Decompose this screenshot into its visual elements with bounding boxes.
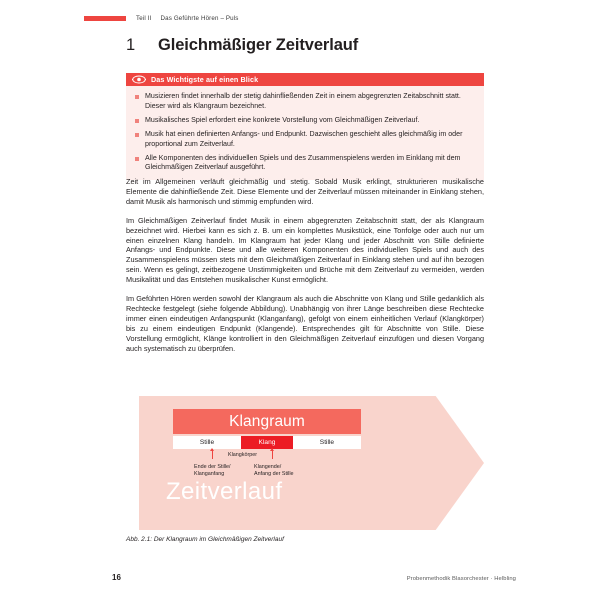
callout-right-line2: Anfang der Stille [254, 471, 294, 477]
chapter-number: 1 [126, 36, 136, 54]
klangraum-bar [173, 409, 361, 434]
list-item [135, 116, 474, 126]
callout-left-line1: Ende der Stille/ [194, 464, 231, 470]
key-points-box [126, 73, 484, 180]
eye-icon [132, 75, 146, 84]
running-head-text [136, 15, 239, 22]
paragraph: Im Gleichmäßigen Zeitverlauf findet Musik in einem abgegrenzten Zeitabschnitt statt, der als Klangraum bezeichnet wird. Hierbei kann es sich z. B. um ein komplettes Musikstück, eine Tonfolge oder auch nur um einen einzelnen Klang handeln. Im Klangraum hat jeder Klang und jeder Abschnitt von Stille definierte Anfangs- und Endpunkte. Diese und alle weiteren Komponenten des individuellen Spiels und auch des Zusammenspielens müssen stets mit dem Gleichmäßigen Zeitverlauf in Einklang stehen und auf ihn bezogen sein. Wenn es gelingt, zeitbezogene Unstimmigkeiten und Brüche mit dem Zeitverlauf zu vermeiden, werden Musikalität und das Entstehen musikalischer Kunst ermöglicht. [126, 215, 484, 285]
key-point-text: Alle Komponenten des individuellen Spiels und des Zusammenspielens werden im Einklang mit dem Gleichmäßigen Zeitverlauf ausgeführt. [145, 153, 461, 172]
key-point-text: Musikalisches Spiel erfordert eine konkrete Vorstellung vom Gleichmäßigen Zeitverlauf. [145, 115, 420, 124]
segment-silence-left: Stille [173, 436, 241, 449]
key-points-header [126, 73, 484, 86]
body-text [126, 177, 484, 354]
segment-silence-right: Stille [293, 436, 361, 449]
page-footer [112, 573, 516, 582]
chapter-title: Gleichmäßiger Zeitverlauf [158, 36, 359, 54]
paragraph: Im Geführten Hören werden sowohl der Klangraum als auch die Abschnitte von Klang und Stille gedanklich als Rechtecke festgelegt (siehe folgende Abbildung). Unabhängig von ihrer Länge beschreiben diese Rechtecke immer einen eindeutigen Anfangspunkt (Klanganfang), gefolgt von einem einheitlichen Verlauf (Klangkörper) bis zu einem eindeutigen Endpunkt (Klangende). Entsprechendes gilt für Abschnitte von Stille. Diese Vorstellung ermöglicht, Klänge kontrolliert in den Gleichmäßigen Zeitverlauf einzufügen und diesen Vorgang auch systematisch zu überprüfen. [126, 294, 484, 353]
bullet-square-icon [135, 133, 139, 137]
page-number: 16 [112, 573, 121, 582]
bullet-square-icon [135, 95, 139, 99]
list-item [135, 154, 474, 173]
figure-klangraum [126, 390, 484, 543]
paragraph: Zeit im Allgemeinen verläuft gleichmäßig und stetig. Sobald Musik erklingt, strukturieren musikalische Elemente die dahinfließende Zeit. Diese Elemente und der Zeitverlauf müssen miteinander in Einklang stehen, damit Musik als harmonisch und stimmig empfunden wird. [126, 177, 484, 206]
klangraum-label: Klangraum [229, 412, 305, 430]
callout-right [254, 464, 294, 478]
segment-row [173, 436, 361, 449]
callout-right-line1: Klangende/ [254, 464, 282, 470]
bullet-square-icon [135, 119, 139, 123]
callout-left [194, 464, 231, 478]
running-head-rule [84, 16, 126, 21]
arrow-head-right-icon [270, 448, 274, 451]
imprint-text: Probenmethodik Blasorchester · Helbling [406, 576, 516, 582]
figure-caption: Abb. 2.1: Der Klangraum im Gleichmäßigen Zeitverlauf [126, 536, 284, 543]
list-item [135, 92, 474, 111]
bullet-square-icon [135, 157, 139, 161]
klangkoerper-label: Klangkörper [228, 452, 258, 458]
figure-canvas [126, 390, 484, 532]
running-head-part: Teil II [136, 14, 152, 22]
key-point-text: Musizieren findet innerhalb der stetig dahinfließenden Zeit in einem abgegrenzten Zeitabschnitt statt. Dieser wird als Klangraum bezeichnet. [145, 92, 461, 110]
arrow-label: Zeitverlauf [166, 478, 283, 505]
key-point-text: Musik hat einen definierten Anfangs- und Endpunkt. Dazwischen geschieht alles gleichmäßig im oder proportional zum Zeitverlauf. [145, 129, 463, 148]
running-head-title: Das Geführte Hören – Puls [160, 14, 239, 22]
key-points-heading: Das Wichtigste auf einen Blick [151, 75, 259, 84]
page-title [126, 36, 358, 55]
key-points-list [126, 86, 484, 180]
callout-left-line2: Klanganfang [194, 471, 225, 477]
list-item [135, 130, 474, 149]
running-head [84, 13, 516, 23]
arrow-head-left-icon [210, 448, 214, 451]
segment-sound: Klang [241, 436, 293, 449]
